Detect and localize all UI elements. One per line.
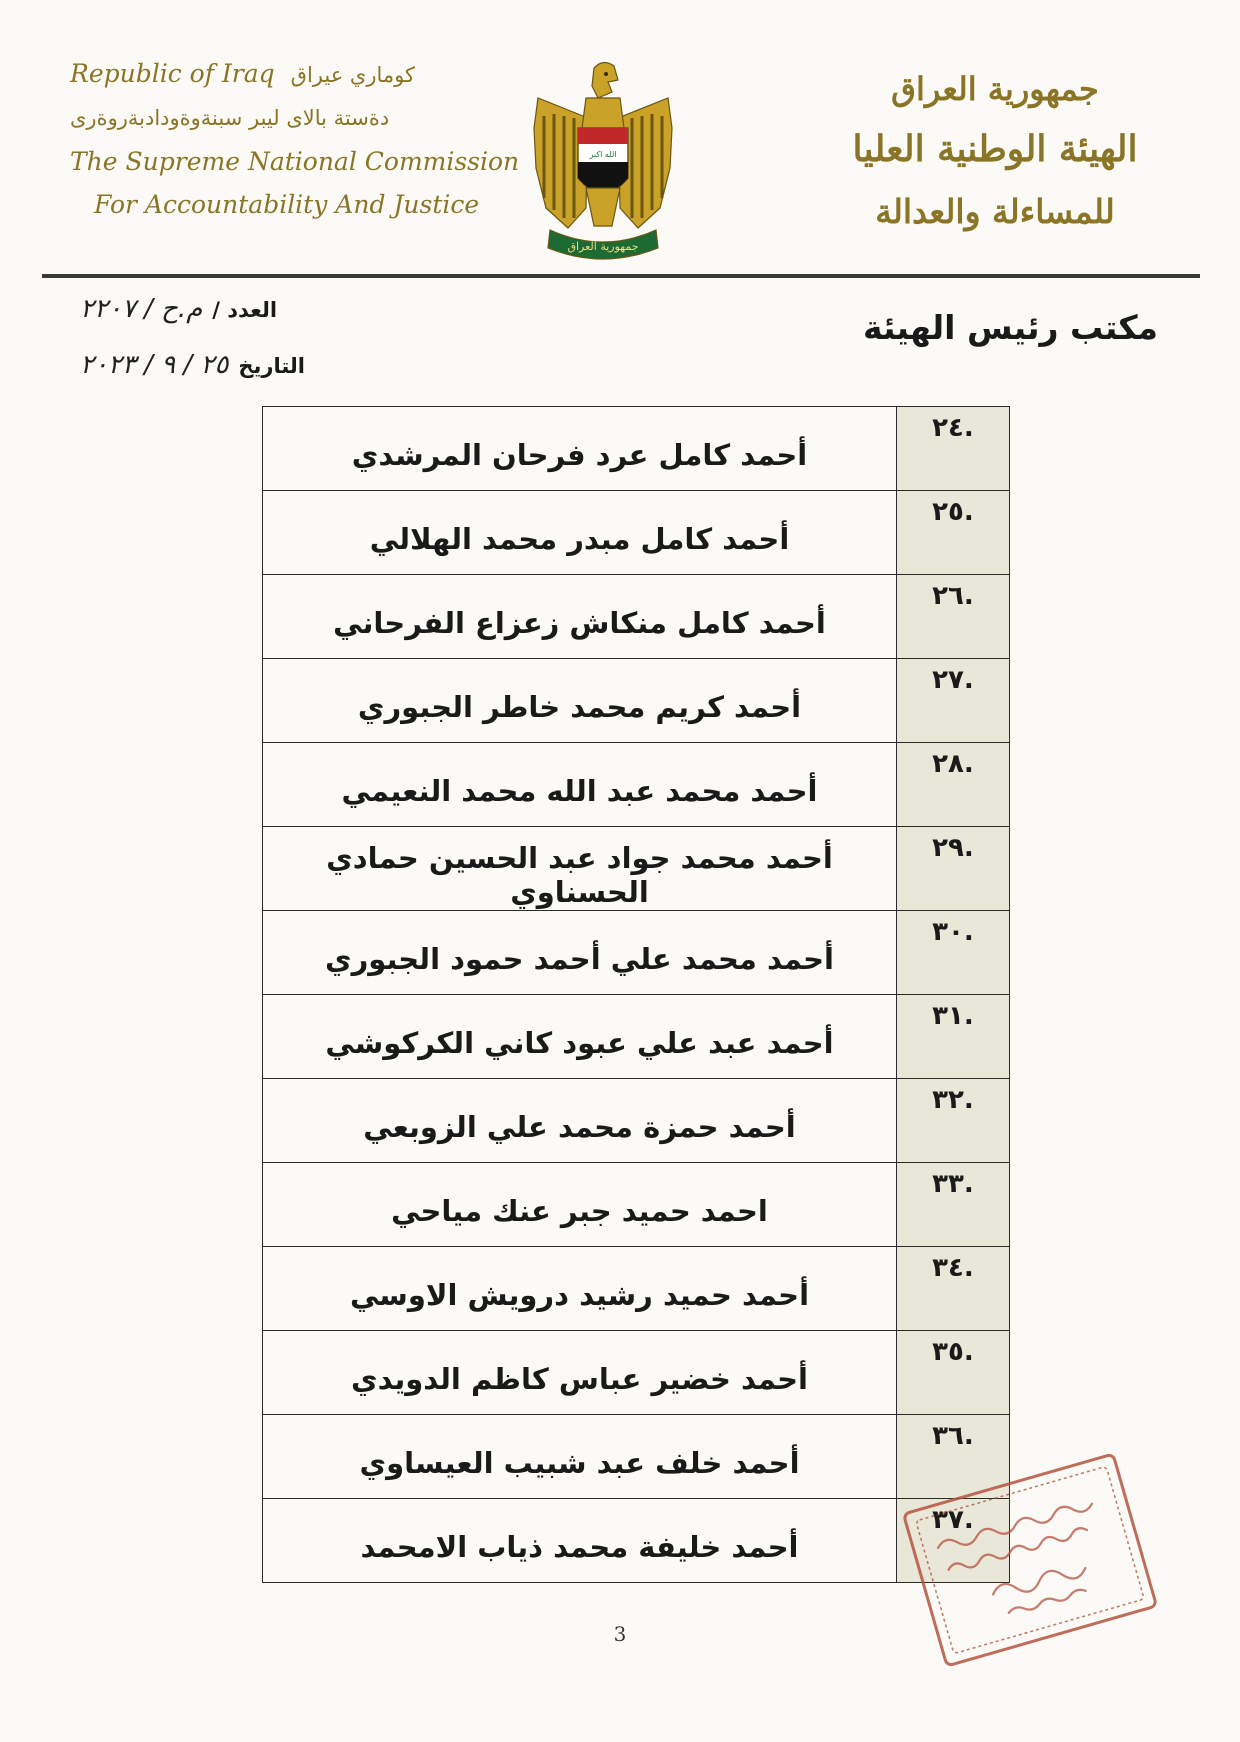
row-name: أحمد خضير عباس كاظم الدويدي <box>263 1331 897 1415</box>
row-number: .٢٧ <box>897 659 1010 743</box>
reference-number-value: م.ح / ٢٢٠٧ <box>80 294 203 324</box>
row-number: .٣٣ <box>897 1163 1010 1247</box>
reference-number-label: العدد / <box>212 298 278 322</box>
reference-date <box>80 350 305 380</box>
iraq-eagle-emblem-icon <box>528 58 678 264</box>
row-name: أحمد كريم محمد خاطر الجبوري <box>263 659 897 743</box>
row-number: .٣٧ <box>897 1499 1010 1583</box>
names-table <box>262 406 1010 1583</box>
row-number: .٣٠ <box>897 911 1010 995</box>
row-number: .٣٤ <box>897 1247 1010 1331</box>
row-name: أحمد محمد علي أحمد حمود الجبوري <box>263 911 897 995</box>
row-name: أحمد محمد جواد عبد الحسين حمادي الحسناوي <box>263 827 897 911</box>
table-row <box>263 1079 1010 1163</box>
row-name: أحمد حمزة محمد علي الزوبعي <box>263 1079 897 1163</box>
reference-date-value: ٢٥ / ٩ / ٢٠٢٣ <box>80 350 229 380</box>
table-row <box>263 1163 1010 1247</box>
table-row <box>263 1247 1010 1331</box>
row-name: أحمد كامل مبدر محمد الهلالي <box>263 491 897 575</box>
reference-date-label: التاريخ <box>238 354 306 378</box>
header-divider <box>42 274 1200 278</box>
page-number: 3 <box>613 1622 627 1646</box>
row-number: .٣٢ <box>897 1079 1010 1163</box>
row-number: .٢٤ <box>897 407 1010 491</box>
row-name: أحمد عبد علي عبود كاني الكركوشي <box>263 995 897 1079</box>
header-right-line3: للمساءلة والعدالة <box>875 192 1115 231</box>
table-row <box>263 575 1010 659</box>
row-name: أحمد كامل منكاش زعزاع الفرحاني <box>263 575 897 659</box>
row-number: .٣١ <box>897 995 1010 1079</box>
table-row <box>263 659 1010 743</box>
table-row <box>263 743 1010 827</box>
row-number: .٢٩ <box>897 827 1010 911</box>
header-left <box>70 59 520 219</box>
commission-en-line1: The Supreme National Commission <box>70 146 520 176</box>
row-name: احمد حميد جبر عنك مياحي <box>263 1163 897 1247</box>
commission-en-line2: For Accountability And Justice <box>94 190 480 219</box>
table-row <box>263 827 1010 911</box>
row-number: .٢٥ <box>897 491 1010 575</box>
row-number: .٢٨ <box>897 743 1010 827</box>
row-number: .٢٦ <box>897 575 1010 659</box>
office-title: مكتب رئيس الهيئة <box>863 308 1158 347</box>
table-row <box>263 995 1010 1079</box>
row-name: أحمد خلف عبد شبيب العيساوي <box>263 1415 897 1499</box>
table-row <box>263 407 1010 491</box>
republic-ku: كوماري عيراق <box>290 63 415 87</box>
row-name: أحمد خليفة محمد ذياب الامحمد <box>263 1499 897 1583</box>
republic-en: Republic of Iraq <box>70 59 275 88</box>
reference-number <box>80 294 277 324</box>
row-name: أحمد حميد رشيد درويش الاوسي <box>263 1247 897 1331</box>
header-left-row1 <box>70 60 500 88</box>
header-right-line2: الهيئة الوطنية العليا <box>852 128 1138 170</box>
table-row <box>263 491 1010 575</box>
row-number: .٣٥ <box>897 1331 1010 1415</box>
emblem-banner-text: جمهورية العراق <box>567 240 639 253</box>
row-name: أحمد كامل عرد فرحان المرشدي <box>263 407 897 491</box>
header-right <box>830 70 1160 231</box>
row-number: .٣٦ <box>897 1415 1010 1499</box>
header-right-line1: جمهورية العراق <box>891 70 1099 108</box>
table-row <box>263 1331 1010 1415</box>
table-row <box>263 911 1010 995</box>
emblem-flag-text: الله اكبر <box>589 150 617 159</box>
table-row <box>263 1415 1010 1499</box>
commission-ku: دةستة بالاى ليبر سبنةوةودادبةروةرى <box>70 105 390 130</box>
row-name: أحمد محمد عبد الله محمد النعيمي <box>263 743 897 827</box>
